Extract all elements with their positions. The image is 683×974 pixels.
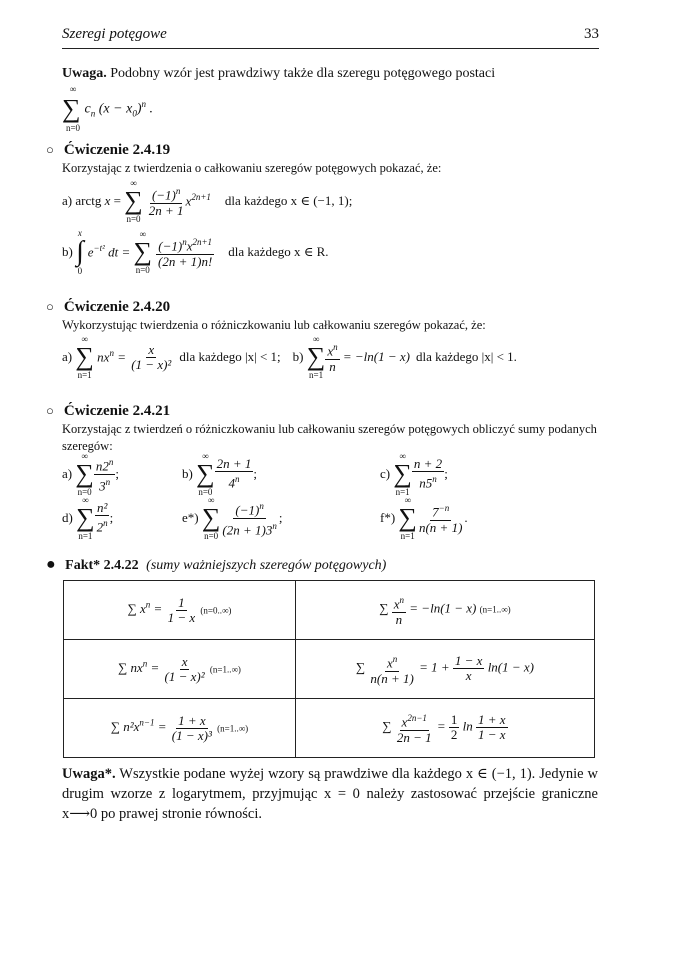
exercise-20-title: Ćwiczenie 2.4.20: [63, 299, 171, 315]
exercise-20-formulas: a) ∞ ∑ n=1 $nx^n$ = $\frac{x}{\text{(1 − x)²}}$ dla każdego |x| < 1; b) ∞ ∑ n=1 $\frac{x^n}{n}$ = −ln(1 − x) dla każdego |x| < 1.: [62, 334, 517, 380]
fact-subtitle: (sumy ważniejszych szeregów potęgowych): [146, 558, 387, 573]
note-1-formula: ∞ ∑ $c_n$ $(x - x_0)^n$ . n=0: [62, 84, 153, 134]
exercise-20-b-condition: dla każdego |x| < 1.: [415, 349, 517, 364]
table-cell: ∑ $\frac{x^n}{n}$ = −ln(1 − x) (n=1..∞): [295, 581, 594, 640]
exercise-20-a-condition: dla każdego |x| < 1;: [179, 349, 281, 364]
note-2-text: Wszystkie podane wyżej wzory są prawdziwe dla każdego x ∈ (−1, 1). Jedynie w drugim wzorze z logarytmem, przyjmując x = 0 należy zastosować przejście graniczne x⟶0 po prawej stronie równości.: [62, 766, 598, 822]
note-1: [62, 64, 602, 84]
exercise-19-a-condition: dla każdego x ∈ (−1, 1);: [224, 193, 353, 208]
table-cell: ∑ $x^n$ = $\frac{1}{1 - x}$ (n=0..∞): [64, 581, 296, 640]
exercise-21-heading: [46, 402, 170, 420]
table-cell: ∑ $n^2x^{n-1}$ = $\frac{1 + x}{\text{(1 − x)³}}$ (n=1..∞): [64, 699, 296, 758]
exercise-21-title: Ćwiczenie 2.4.21: [63, 403, 171, 419]
exercise-19-a: a) arctg x = ∞ ∑ n=0 $\frac{(-1)^n}{2n + 1}$ $x^{2n+1}$ dla każdego x ∈ (−1, 1);: [62, 178, 353, 224]
circle-bullet-icon: ○: [46, 142, 54, 157]
exercise-19-b-condition: dla każdego x ∈ R.: [228, 244, 329, 259]
note-2: [62, 764, 598, 824]
table-cell: ∑ $\frac{x^{2n-1}}{2n - 1}$ = $\frac{1}{2}$ ln $\frac{1 + x}{1 - x}$: [295, 699, 594, 758]
note-1-label: Uwaga.: [62, 66, 107, 81]
exercise-19-intro: Korzystając z twierdzenia o całkowaniu szeregów potęgowych pokazać, że:: [62, 161, 442, 175]
circle-bullet-icon: ○: [46, 403, 54, 418]
exercise-19-heading: [46, 141, 170, 159]
note-2-label: Uwaga*.: [62, 766, 116, 782]
exercise-19-b: b) x ∫ 0 $e^{-t^2}$ dt = ∞ ∑ n=0 $\frac{(-1)^nx^{2n+1}}{(2n + 1)n!}$ dla każdego x ∈ R.: [62, 228, 329, 276]
exercise-20-intro: Wykorzystując twierdzenia o różniczkowaniu lub całkowaniu szeregów pokazać, że:: [62, 318, 486, 332]
circle-bullet-icon: ○: [46, 299, 54, 314]
filled-bullet-icon: ●: [46, 556, 56, 573]
fact-label: Fakt* 2.4.22: [65, 558, 139, 573]
exercise-19-title: Ćwiczenie 2.4.19: [63, 142, 171, 158]
running-title: Szeregi potęgowe: [62, 26, 167, 42]
exercise-21-intro: Korzystając z twierdzeń o różniczkowaniu lub całkowaniu szeregów potęgowych obliczyć sumy podanych szeregów:: [62, 422, 597, 453]
table-cell: ∑ $\frac{x^n}{n(n + 1)}$ = 1 + $\frac{1 - x}{x}$ ln(1 − x): [295, 640, 594, 699]
note-1-text: Podobny wzór jest prawdziwy także dla szeregu potęgowego postaci: [110, 66, 496, 81]
page-header: [62, 26, 599, 49]
exercise-20-heading: [46, 298, 170, 316]
fact-heading: [46, 556, 386, 574]
series-table: [63, 580, 595, 758]
table-cell: ∑ $nx^n$ = $\frac{x}{\text{(1 − x)²}}$ (n=1..∞): [64, 640, 296, 699]
page-number: 33: [584, 26, 599, 42]
exercise-21-series-grid: a) ∞ ∑ n=0 $\frac{n2^n}{3^n}$ ; b) ∞ ∑ n=0 $\frac{2n + 1}{4^n}$ ; c) ∞ ∑ n=1 $\frac{n + 2}{n5^n}$ ; d) ∞ ∑ n=1 $\frac{\text{n²}}{2^n}$ ; e*) ∞ ∑ n=0 $\frac{(-1)^n}{(2n + 1)3^n}$ ; f*) ∞ ∑ n=1 $\frac{7^{-n}}{n(n + 1)}$ .: [62, 451, 468, 541]
